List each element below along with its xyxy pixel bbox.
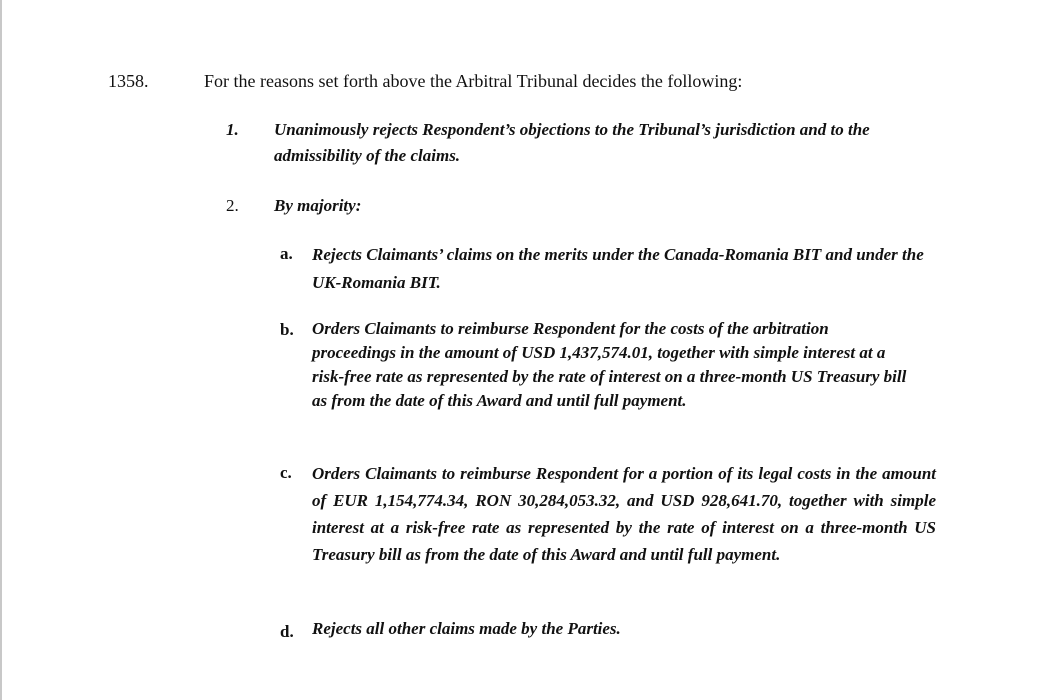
subitem-a-letter: a. — [280, 244, 293, 263]
item-2-text: By majority: — [274, 196, 362, 215]
subitem-d-text: Rejects all other claims made by the Parties. — [312, 619, 621, 638]
subitem-c-letter: c. — [280, 463, 292, 482]
paragraph-intro: For the reasons set forth above the Arbitral Tribunal decides the following: — [204, 71, 743, 91]
subitem-b-letter: b. — [280, 320, 294, 339]
subitem-a-text: Rejects Claimants’ claims on the merits under the Canada-Romania BIT and under the UK-Romania BIT. — [312, 245, 924, 292]
page-edge — [0, 0, 2, 700]
item-1-text: Unanimously rejects Respondent’s objections to the Tribunal’s jurisdiction and to the admissibility of the claims. — [274, 120, 870, 165]
item-2-number: 2. — [226, 196, 239, 215]
paragraph-number: 1358. — [108, 71, 149, 91]
subitem-d-letter: d. — [280, 622, 294, 641]
item-1-number: 1. — [226, 120, 239, 139]
subitem-b-text: Orders Claimants to reimburse Respondent for the costs of the arbitration proceedings in the amount of USD 1,437,574.01, together with simple interest at a risk-free rate as represented by the rate of interest on a three-month US Treasury bill as from the date of this Award and until full payment. — [312, 319, 907, 410]
subitem-c-text: Orders Claimants to reimburse Respondent for a portion of its legal costs in the amount of EUR 1,154,774.34, RON 30,284,053.32, and USD 928,641.70, together with simple interest at a risk-free rate as represented by the rate of interest on a three-month US Treasury bill as from the date of this Award and until full payment. — [312, 464, 936, 564]
